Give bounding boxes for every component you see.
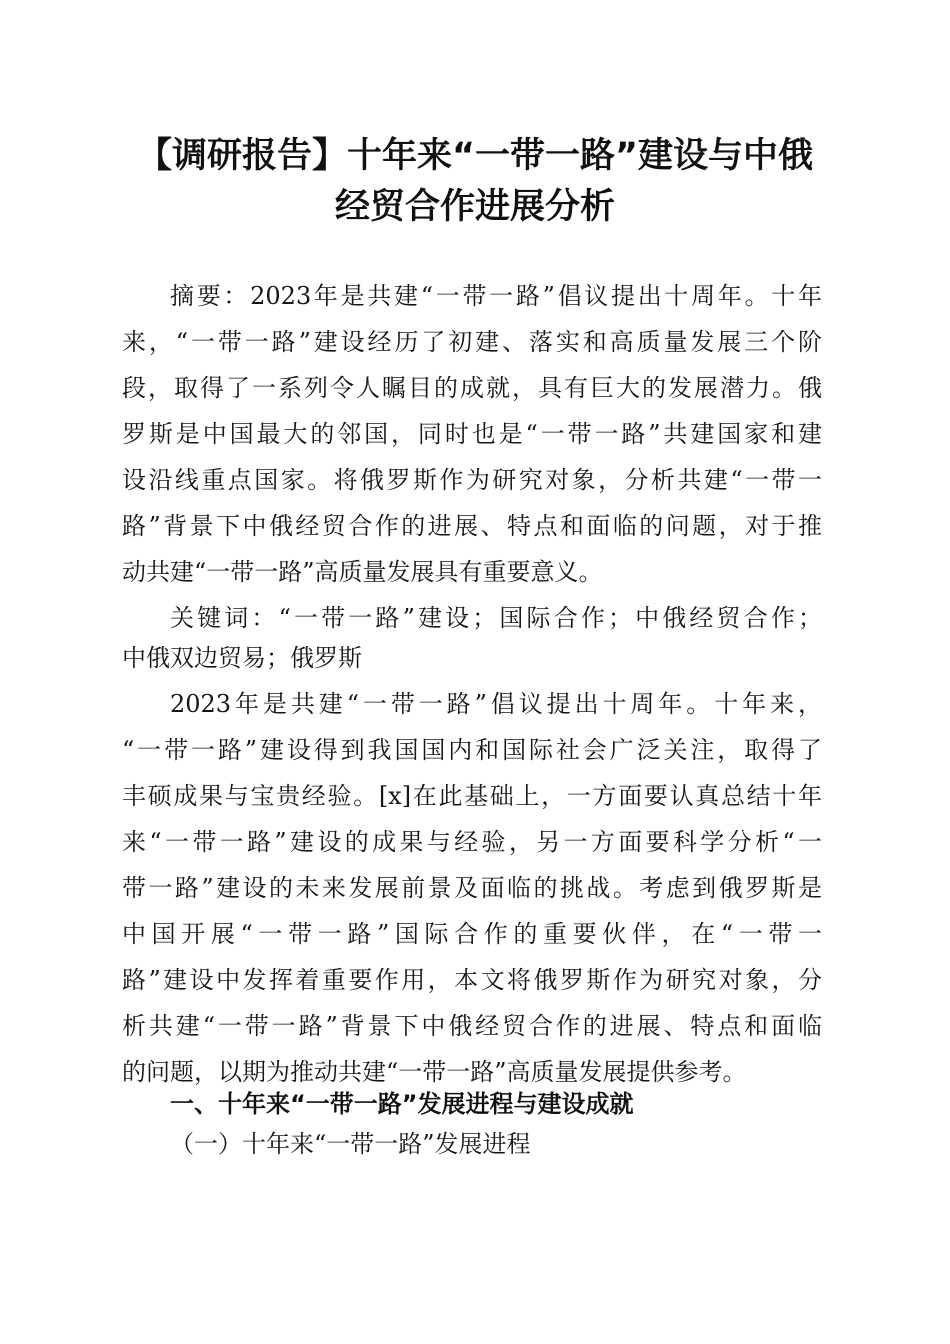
intro-line: 丰硕成果与宝贵经验。[x]在此基础上，一方面要认真总结十年: [122, 782, 822, 810]
intro-line: 2023年是共建“一带一路”倡议提出十周年。十年来，: [170, 690, 822, 718]
intro-line: 中国开展“一带一路”国际合作的重要伙伴，在“一带一: [122, 920, 822, 948]
intro-line: “一带一路”建设得到我国国内和国际社会广泛关注，取得了: [122, 736, 822, 764]
intro-line: 的问题，以期为推动共建“一带一路”高质量发展提供参考。: [122, 1058, 747, 1086]
abstract-line: 来，“一带一路”建设经历了初建、落实和高质量发展三个阶: [122, 328, 822, 356]
document-title-line-2: 经贸合作进展分析: [334, 187, 615, 227]
intro-line: 来“一带一路”建设的成果与经验，另一方面要科学分析“一: [122, 828, 822, 856]
keywords-line: 关键词：“一带一路”建设；国际合作；中俄经贸合作；: [170, 604, 822, 632]
section-heading-2: （一）十年来“一带一路”发展进程: [170, 1130, 531, 1158]
abstract-line: 设沿线重点国家。将俄罗斯作为研究对象，分析共建“一带一: [122, 466, 822, 494]
document-title-line-1: 【调研报告】十年来“一带一路”建设与中俄: [136, 136, 813, 176]
intro-line: 带一路”建设的未来发展前景及面临的挑战。考虑到俄罗斯是: [122, 874, 822, 902]
abstract-line: 段，取得了一系列令人瞩目的成就，具有巨大的发展潜力。俄: [122, 374, 822, 402]
intro-line: 路”建设中发挥着重要作用，本文将俄罗斯作为研究对象，分: [122, 966, 822, 994]
intro-line: 析共建“一带一路”背景下中俄经贸合作的进展、特点和面临: [122, 1012, 822, 1040]
abstract-line: 摘要：2023年是共建“一带一路”倡议提出十周年。十年: [170, 282, 822, 310]
section-heading-1: 一、十年来“一带一路”发展进程与建设成就: [170, 1090, 634, 1118]
abstract-line: 路”背景下中俄经贸合作的进展、特点和面临的问题，对于推: [122, 512, 822, 540]
abstract-line: 罗斯是中国最大的邻国，同时也是“一带一路”共建国家和建: [122, 420, 822, 448]
abstract-line: 动共建“一带一路”高质量发展具有重要意义。: [122, 558, 603, 586]
keywords-line: 中俄双边贸易；俄罗斯: [122, 644, 362, 672]
